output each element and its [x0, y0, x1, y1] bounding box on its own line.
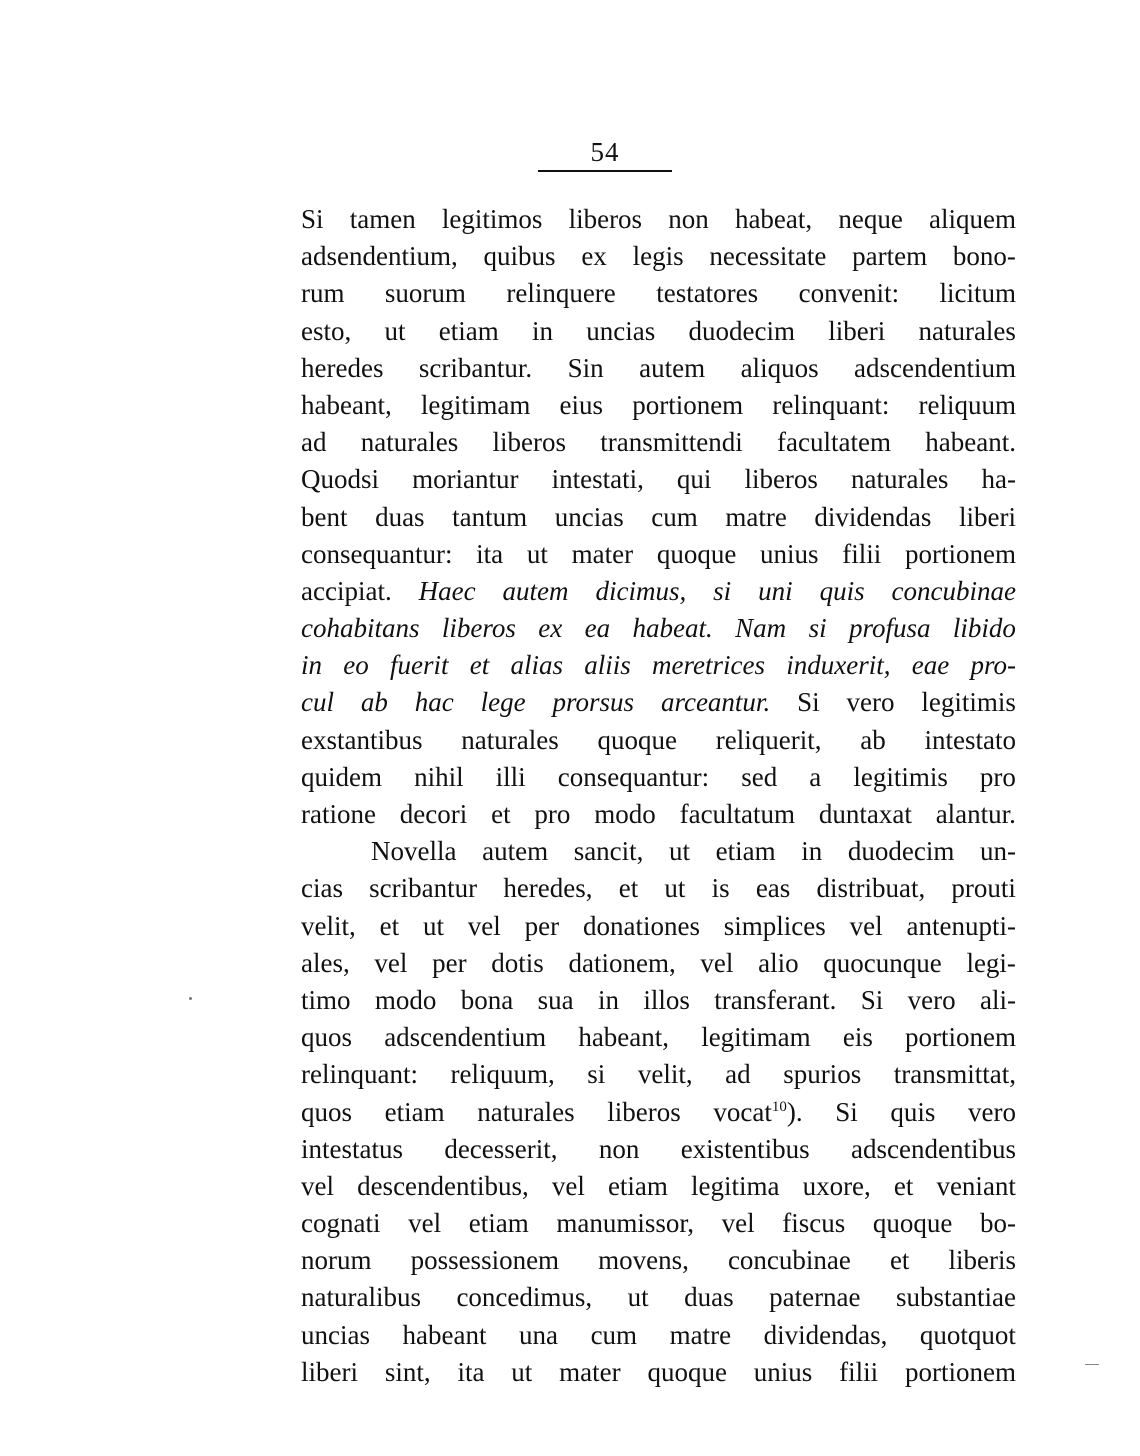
word: ea: [584, 613, 611, 644]
word: facultatum: [679, 799, 796, 829]
word: tantum: [452, 501, 528, 532]
text-line: [301, 238, 1016, 275]
word: matre: [725, 501, 787, 532]
word: quoque: [597, 724, 677, 755]
word: liberos: [568, 204, 643, 234]
text-line: [301, 461, 1016, 498]
word: pro: [534, 799, 571, 829]
word: vero: [907, 984, 956, 1015]
word: existentibus: [680, 1133, 810, 1164]
word: aliis: [584, 650, 631, 681]
word: transmittendi: [600, 427, 743, 458]
word: quoque: [647, 1356, 727, 1387]
word: adsendentium,: [301, 241, 458, 272]
word: un-: [979, 836, 1016, 867]
paragraph-2: [301, 833, 1016, 1391]
word: profusa: [848, 613, 931, 644]
word: arceantur.: [660, 687, 771, 718]
word: una: [519, 1319, 559, 1350]
word: per: [524, 910, 560, 941]
text-line: [301, 1242, 1016, 1279]
text-line: [301, 1354, 1016, 1391]
word: simplices: [723, 910, 826, 941]
word: et: [889, 1245, 910, 1276]
word: et: [618, 873, 639, 904]
word: tamen: [349, 204, 416, 234]
word: spurios: [783, 1059, 862, 1090]
word: liberi: [828, 315, 886, 346]
word: ales,: [301, 947, 350, 978]
word: quos: [301, 1096, 353, 1127]
word: aliquos: [740, 352, 819, 383]
word: vel: [721, 1208, 755, 1239]
word: ratione: [301, 799, 376, 829]
word: vero: [968, 1096, 1016, 1127]
text-line: [301, 573, 1016, 610]
word: reliquum,: [450, 1059, 555, 1090]
word: veniant: [936, 1170, 1016, 1201]
word: movens,: [598, 1245, 689, 1276]
word: rum: [301, 278, 345, 309]
word: bona: [460, 984, 514, 1015]
word: velit,: [301, 910, 356, 941]
margin-dash: [1085, 1364, 1099, 1365]
word: bo-: [980, 1208, 1016, 1239]
word: hac: [414, 687, 454, 718]
word: alias: [510, 650, 564, 681]
word: naturales: [360, 427, 459, 458]
word: descendentibus,: [357, 1170, 529, 1201]
word: concubinae: [727, 1245, 851, 1276]
word: decesserit,: [444, 1133, 558, 1164]
word: uni: [758, 575, 793, 606]
word: modo: [374, 984, 437, 1015]
word: induxerit,: [786, 650, 891, 681]
word: etiam: [438, 315, 499, 346]
word: ex: [581, 241, 607, 272]
word: mater: [571, 538, 634, 569]
text-line: [301, 833, 1016, 870]
word: cias: [301, 873, 343, 904]
text-line: [301, 350, 1016, 387]
word: habeat.: [632, 613, 713, 644]
word: habeant,: [578, 1022, 670, 1053]
paragraph-1: [301, 201, 1016, 833]
word: cum: [590, 1319, 638, 1350]
word: eius: [559, 389, 604, 420]
word: antenupti-: [906, 910, 1016, 941]
word: manumissor,: [556, 1208, 695, 1239]
word: consequantur:: [557, 761, 710, 792]
word: esto,: [301, 315, 352, 346]
word: cul: [301, 687, 334, 718]
word: legitimis: [853, 761, 948, 792]
word: relinquere: [506, 278, 616, 309]
word: convenit:: [798, 278, 900, 309]
word: et: [379, 910, 400, 941]
text-line: [301, 647, 1016, 684]
word: habeant.: [925, 427, 1016, 458]
word: possessionem: [410, 1245, 560, 1276]
word: ad: [725, 1059, 751, 1090]
word: scribantur.: [418, 352, 533, 383]
word: adscendentibus: [851, 1133, 1016, 1164]
word: concubinae: [891, 575, 1016, 606]
word: duas: [375, 501, 425, 532]
word: duas: [684, 1282, 734, 1313]
margin-speck: [189, 997, 192, 1000]
word: quis: [819, 575, 865, 606]
word: prorsus: [552, 687, 635, 718]
word: ut: [627, 1282, 649, 1313]
word: adscendentium: [854, 352, 1016, 383]
word: matre: [669, 1319, 732, 1350]
word: partem: [852, 241, 928, 272]
word: sint,: [384, 1356, 431, 1387]
word: vel: [849, 910, 883, 941]
word: illos: [643, 984, 690, 1015]
page-number-rule: [538, 170, 672, 172]
word: distribuat,: [816, 873, 926, 904]
word: ut: [669, 836, 691, 867]
word: reliquerit,: [715, 724, 822, 755]
word: vel: [301, 1170, 334, 1201]
word: is: [711, 873, 730, 904]
text-line: [301, 1168, 1016, 1205]
word: ut: [511, 1356, 533, 1387]
word: non: [598, 1133, 640, 1164]
word: intestati,: [551, 464, 644, 495]
word: pro-: [970, 650, 1016, 681]
word: alio: [758, 947, 799, 978]
text-line: [301, 1131, 1016, 1168]
word: etiam: [715, 836, 776, 867]
text-line: [301, 759, 1016, 796]
word: quocunque: [823, 947, 942, 978]
word: ut: [384, 315, 406, 346]
text-line: [301, 722, 1016, 759]
word: dotis: [491, 947, 544, 978]
text-line: [301, 908, 1016, 945]
word: heredes: [301, 352, 384, 383]
word: fuerit: [390, 650, 449, 681]
word: dividendas: [814, 501, 932, 532]
word: reliquum: [918, 389, 1016, 420]
text-line: [301, 499, 1016, 536]
word: ut: [422, 910, 444, 941]
word: pro: [979, 761, 1016, 792]
word: nihil: [414, 761, 464, 792]
word: intestato: [924, 724, 1016, 755]
word: timo: [301, 984, 351, 1015]
word: portionem: [905, 1022, 1016, 1053]
word: Nam: [735, 613, 787, 644]
word: vel: [551, 1170, 585, 1201]
word: legitima: [691, 1170, 780, 1201]
word: quos: [301, 1022, 353, 1053]
word: per: [432, 947, 467, 978]
word: modo: [594, 799, 656, 829]
word: prouti: [951, 873, 1016, 904]
word: naturales: [461, 724, 559, 755]
word: testatores: [656, 278, 759, 309]
word: quibus: [483, 241, 556, 272]
text-line: [301, 870, 1016, 907]
word: liberos: [607, 1096, 681, 1127]
word: decori: [399, 799, 468, 829]
text-line: [301, 201, 1016, 238]
word: uncias: [586, 315, 656, 346]
word: cohabitans: [301, 613, 420, 644]
word: norum: [301, 1245, 372, 1276]
text-line: [301, 684, 1016, 721]
word: vel: [374, 947, 408, 978]
word: legitimos: [441, 204, 543, 234]
word: ali-: [979, 984, 1016, 1015]
word: et: [491, 799, 511, 829]
word: mater: [559, 1356, 621, 1387]
word: heredes,: [503, 873, 593, 904]
word: cognati: [301, 1208, 381, 1239]
word: substantiae: [896, 1282, 1016, 1313]
body-text: [301, 201, 1016, 1391]
word: legi-: [966, 947, 1016, 978]
word: Si: [860, 984, 884, 1015]
word: et: [469, 650, 490, 681]
word: etiam: [607, 1170, 668, 1201]
word: libido: [952, 613, 1016, 644]
word: uncias: [554, 501, 624, 532]
word: ita: [457, 1356, 485, 1387]
word: sua: [537, 984, 574, 1015]
word: ex: [538, 613, 563, 644]
word: naturales: [477, 1096, 575, 1127]
word: duodecim: [847, 836, 955, 867]
text-line: [301, 610, 1016, 647]
word: etiam: [384, 1096, 445, 1127]
word: ad: [301, 427, 327, 458]
word: Sin: [567, 352, 604, 383]
word: Haec: [418, 575, 476, 606]
word: suorum: [384, 278, 466, 309]
word: quoque: [656, 538, 737, 569]
word: legis: [632, 241, 684, 272]
word: habeant,: [301, 389, 392, 420]
word: paternae: [769, 1282, 861, 1313]
word: naturales: [850, 464, 949, 495]
word: illi: [495, 761, 526, 792]
word: concedimus,: [456, 1282, 593, 1313]
word: transmittat,: [893, 1059, 1016, 1090]
text-line: [301, 536, 1016, 573]
word: legitimis: [921, 687, 1016, 718]
word: dationem,: [568, 947, 676, 978]
word: eis: [842, 1022, 873, 1053]
word: liberos: [441, 613, 516, 644]
word: adscendentium: [384, 1022, 547, 1053]
word: necessitate: [709, 241, 827, 272]
word: eas: [755, 873, 791, 904]
word: autem: [502, 575, 569, 606]
text-line: [301, 796, 1016, 833]
word: liberos: [492, 427, 566, 458]
word: uncias: [301, 1319, 370, 1350]
word: liberi: [958, 501, 1016, 532]
word: vero: [846, 687, 895, 718]
word: exstantibus: [301, 724, 423, 755]
word: portionem: [904, 538, 1016, 569]
word: legitimam: [420, 389, 531, 420]
text-line: [301, 982, 1016, 1019]
word: Si: [301, 204, 324, 234]
word: autem: [482, 836, 549, 867]
word: cum: [651, 501, 698, 532]
word: filii: [839, 1356, 879, 1387]
word: uxore,: [802, 1170, 871, 1201]
word: ha-: [981, 464, 1016, 495]
word: facultatem: [777, 427, 891, 458]
word: in: [597, 984, 619, 1015]
word: vel: [467, 910, 501, 941]
word: consequantur:: [301, 538, 453, 569]
word: vel: [408, 1208, 442, 1239]
text-line: [301, 1094, 1016, 1131]
word: eo: [343, 650, 369, 681]
word: velit,: [637, 1059, 693, 1090]
word: transferant.: [714, 984, 837, 1015]
text-line: [301, 945, 1016, 982]
text-line: [301, 1317, 1016, 1354]
text-line: [301, 387, 1016, 424]
word: intestatus: [301, 1133, 403, 1164]
word: sed: [741, 761, 778, 792]
word: vel: [700, 947, 734, 978]
word: habeant: [402, 1319, 487, 1350]
word: non: [668, 204, 709, 234]
word: in: [301, 650, 323, 681]
word: vocat10).: [713, 1096, 803, 1127]
word: legitimam: [701, 1022, 811, 1053]
word: duntaxat: [818, 799, 912, 829]
word: etiam: [468, 1208, 529, 1239]
word: naturalibus: [301, 1282, 421, 1313]
word: liberis: [948, 1245, 1016, 1276]
word: liberi: [301, 1356, 358, 1387]
word: Quodsi: [301, 464, 380, 495]
word: quidem: [301, 761, 382, 792]
word: si: [808, 613, 827, 644]
word: quis: [890, 1096, 936, 1127]
word: bono-: [952, 241, 1016, 272]
word: a: [809, 761, 822, 792]
word: quoque: [872, 1208, 953, 1239]
word: donationes: [582, 910, 700, 941]
word: fiscus: [782, 1208, 846, 1239]
word: Si: [797, 687, 820, 718]
word: autem: [639, 352, 706, 383]
word: portionem: [632, 389, 744, 420]
word: dividendas,: [763, 1319, 888, 1350]
word: si: [587, 1059, 606, 1090]
word: unius: [753, 1356, 813, 1387]
text-line: [301, 424, 1016, 461]
word: relinquant:: [301, 1059, 418, 1090]
word: duodecim: [688, 315, 795, 346]
word: neque: [838, 204, 903, 234]
word: aliquem: [929, 204, 1016, 234]
word: ita: [476, 538, 504, 569]
word: eae: [911, 650, 950, 681]
text-line: [301, 1056, 1016, 1093]
word: alantur.: [935, 799, 1016, 829]
word: portionem: [904, 1356, 1016, 1387]
word: moriantur: [412, 464, 519, 495]
word: licitum: [939, 278, 1016, 309]
word: bent: [301, 501, 348, 532]
word: liberos: [744, 464, 818, 495]
word: ut: [664, 873, 686, 904]
word: in: [532, 315, 554, 346]
word: unius: [760, 538, 819, 569]
word: dicimus,: [595, 575, 687, 606]
word: Novella: [371, 836, 457, 867]
word: qui: [676, 464, 712, 495]
text-line: [301, 275, 1016, 312]
text-line: [301, 313, 1016, 350]
word: accipiat.: [301, 575, 392, 606]
word: lege: [480, 687, 526, 718]
word: in: [801, 836, 823, 867]
word: naturales: [918, 315, 1016, 346]
word: quotquot: [919, 1319, 1016, 1350]
text-line: [301, 1279, 1016, 1316]
word: si: [713, 575, 732, 606]
word: ut: [526, 538, 548, 569]
word: scribantur: [369, 873, 478, 904]
word: Si: [835, 1096, 858, 1127]
word: filii: [842, 538, 882, 569]
word: relinquant:: [772, 389, 890, 420]
page-number: 54: [590, 137, 620, 167]
word: ab: [860, 724, 886, 755]
word: meretrices: [652, 650, 765, 681]
word: sancit,: [573, 836, 644, 867]
text-line: [301, 1019, 1016, 1056]
text-line: [301, 1205, 1016, 1242]
word: ab: [360, 687, 388, 718]
word: et: [893, 1170, 914, 1201]
word: habeat,: [734, 204, 813, 234]
